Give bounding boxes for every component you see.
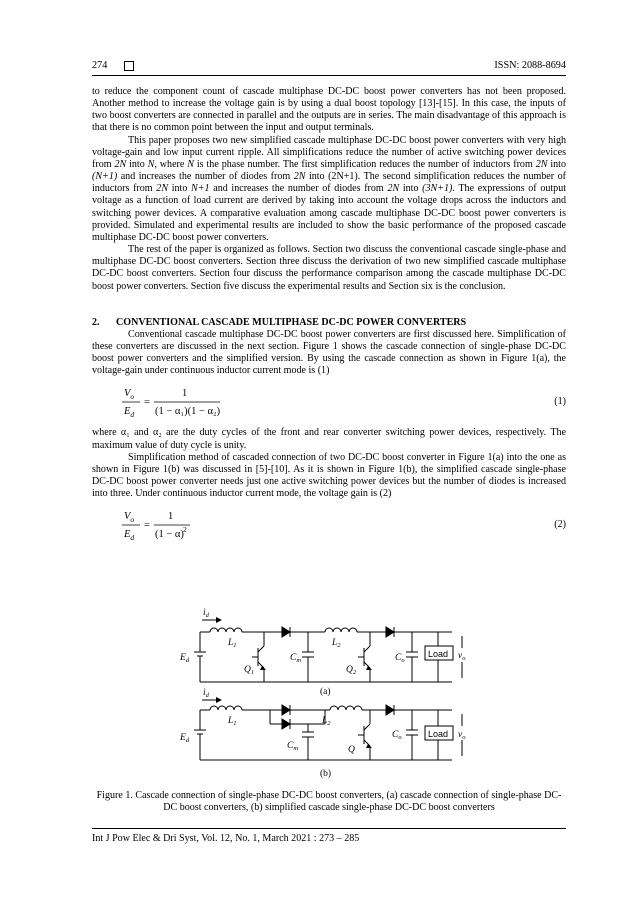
equation-number: (2) bbox=[554, 519, 566, 531]
section-heading: 2. CONVENTIONAL CASCADE MULTIPHASE DC-DC POWER CONVERTERS bbox=[92, 316, 467, 328]
paragraph: Simplification method of cascaded connection of two DC-DC boost converter in Figure 1(a) into the one as shown in Figure 1(b) was discussed in [5]-[10]. As it is shown in Figure 1(b), the simplified cascade single-phase DC-DC boost power converter needs just one active switching power devices but the number of diodes is increased into three. Under continuous inductor current mode, the voltage gain is (2) bbox=[92, 451, 566, 500]
page-number: 274 bbox=[92, 60, 108, 71]
equation-1 bbox=[92, 383, 566, 423]
diode-a2 bbox=[386, 627, 394, 637]
svg-text:Load: Load bbox=[428, 729, 449, 739]
equation-number: (1) bbox=[554, 396, 566, 408]
svg-text:Co: $C_o$ bbox=[395, 653, 405, 664]
svg-text:vo: $v_o$ bbox=[458, 651, 466, 662]
paragraph: This paper proposes two new simplified cascade multiphase DC-DC boost power converters with very high voltage-gain and low input current ripple. All simplifications reduce the number of active switching power devices from 2N into N, where N is the phase number. The first simplification reduces the number of inductors from 2N into (N+1) and increases the number of diodes from 2N into (2N+1). The second simplification reduces the number of inductors from 2N into N+1 and increases the number of diodes from 2N into (3N+1). The expressions of output voltage as a function of load current are derived by taking into account the voltage drops across the inductors and switching power devices. A comparative evaluation among cascade multiphase DC-DC boost power converters is provided. Simulated and experimental results are included to show the basic performance of the proposed cascade multiphase DC-DC boost power converters. bbox=[92, 134, 567, 243]
svg-text:id: $i_d$ bbox=[203, 688, 209, 699]
svg-text:L1: $L_1$ bbox=[228, 716, 237, 727]
running-footer: Int J Pow Elec & Dri Syst, Vol. 12, No. 1, March 2021 : 273 – 285 bbox=[92, 833, 360, 844]
svg-text:=: = bbox=[144, 520, 150, 532]
svg-text:L2: $L_2$ bbox=[322, 716, 331, 727]
paragraph: Conventional cascade multiphase DC-DC boost power converters are first discussed here. Simplification of these converters are discussed in the next section. Figure 1 shows the cascade connection of single-phase DC-DC boost power converters and the simplified version. By using the cascade connection as shown in Figure 1(a), the voltage-gain under continuous inductor current mode is (1) bbox=[92, 328, 566, 377]
paragraph: to reduce the component count of cascade multiphase DC-DC boost power converters has not been proposed. Another method to increase the voltage gain is by using a dual boost topology [13]-[15]. In this case, the inputs of two boost converters are connected in parallel and the outputs are in series. The main disadvantage of this approach is that there is no common point between the input and output terminals. bbox=[92, 86, 566, 134]
equation-2-formula bbox=[120, 506, 240, 546]
svg-text:Ed: $E_d$ bbox=[180, 733, 190, 744]
svg-text:L2: $L_2$ bbox=[332, 638, 341, 649]
inductor-l1-b bbox=[210, 706, 242, 710]
svg-text:vo: $v_o$ bbox=[458, 730, 466, 741]
diode-b2 bbox=[282, 719, 290, 729]
svg-text:Vo: $V_o$ bbox=[124, 511, 135, 525]
body-text bbox=[92, 86, 566, 550]
svg-text:L1: $L_1$ bbox=[228, 638, 237, 649]
circuit-diagram bbox=[170, 590, 490, 790]
svg-text:Vo: $V_o$ bbox=[124, 388, 135, 402]
svg-text:(a): (a) bbox=[320, 687, 331, 697]
footer-rule bbox=[92, 828, 566, 829]
inductor-l2-b bbox=[330, 706, 362, 710]
svg-text:Co: $C_o$ bbox=[392, 730, 402, 741]
current-arrow-a bbox=[216, 617, 222, 623]
svg-text:=: = bbox=[144, 397, 150, 409]
svg-text:Ed: $E_d$ bbox=[180, 653, 190, 664]
svg-text:(1 − α₁)(1 − α₂): (1 − α₁)(1 − α₂) bbox=[155, 406, 221, 418]
svg-text:Cm: $C_m$ bbox=[290, 653, 302, 664]
svg-text:Ed: $E_d$ bbox=[124, 406, 135, 420]
svg-text:Q1: $Q_1$ bbox=[244, 665, 255, 676]
svg-text:Q2: $Q_2$ bbox=[346, 665, 357, 676]
svg-text:Cm: $C_m$ bbox=[287, 741, 299, 752]
square-bullet-icon bbox=[124, 61, 134, 71]
diode-a1 bbox=[282, 627, 290, 637]
svg-text:2: 2 bbox=[183, 525, 187, 535]
svg-text:Q: Q bbox=[348, 745, 355, 755]
svg-text:(b): (b) bbox=[320, 769, 332, 779]
svg-text:Load: Load bbox=[428, 649, 449, 659]
svg-text:1: 1 bbox=[168, 511, 174, 523]
current-arrow-b bbox=[216, 697, 222, 703]
equation-2 bbox=[92, 506, 566, 546]
inductor-l2-a bbox=[325, 628, 357, 632]
diode-b3 bbox=[386, 705, 394, 715]
svg-text:Ed: $E_d$ bbox=[124, 529, 135, 543]
figure-caption: Figure 1. Cascade connection of single-phase DC-DC boost converters, (a) cascade connection of single-phase DC-DC boost converters, (b) simplified cascade single-phase DC-DC boost converters bbox=[96, 790, 562, 814]
svg-text:id: $i_d$ bbox=[203, 608, 209, 619]
inductor-l1-a bbox=[210, 628, 242, 632]
running-header bbox=[92, 60, 566, 74]
paragraph: where α₁ and α₂ are the duty cycles of the front and rear converter switching power devices, respectively. The maximum value of duty cycle is unity. bbox=[92, 427, 566, 451]
figure-1 bbox=[170, 590, 490, 790]
header-rule bbox=[92, 75, 566, 76]
equation-1-formula bbox=[120, 383, 240, 423]
paragraph: The rest of the paper is organized as follows. Section two discuss the conventional cascade single-phase and multiphase DC-DC boost converters. Section three discuss the derivation of two new simplified cascade multiphase DC-DC boost converters. Section four discuss the performance comparison among the cascade multiphase DC-DC boost power converters. Section five discuss the experimental results and Section six is the conclusion. bbox=[92, 244, 566, 292]
issn: ISSN: 2088-8694 bbox=[494, 60, 566, 71]
svg-text:(1 − α): (1 − α) bbox=[155, 529, 184, 541]
diode-b1 bbox=[282, 705, 290, 715]
svg-text:1: 1 bbox=[182, 388, 188, 400]
